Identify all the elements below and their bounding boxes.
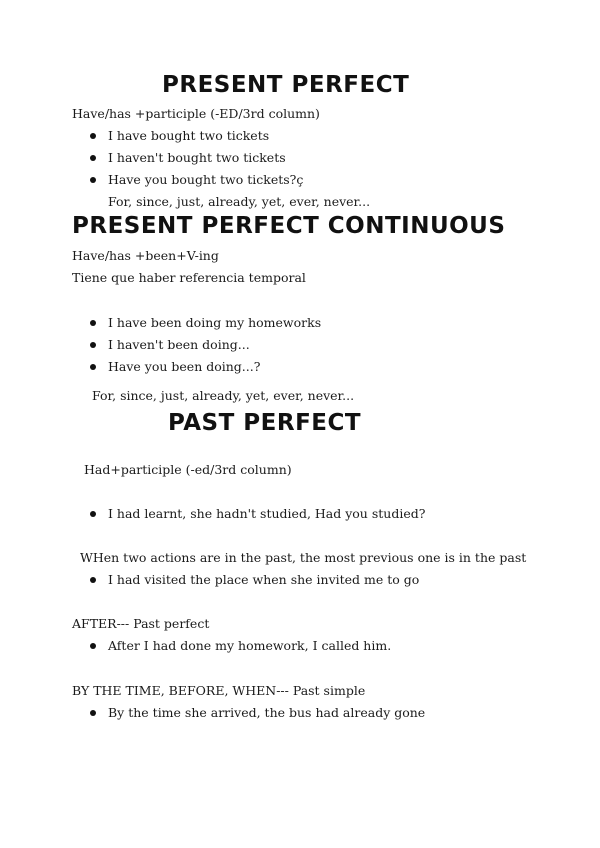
past-perfect-structure: Had+participle (-ed/3rd column) [84, 462, 292, 477]
bullet-icon [90, 133, 96, 139]
list-item-text: Have you bought two tickets?ç [108, 172, 304, 187]
bullet-icon [90, 643, 96, 649]
heading-present-perfect: PRESENT PERFECT [162, 72, 410, 98]
bullet-icon [90, 364, 96, 370]
list-item-text: I haven't bought two tickets [108, 150, 286, 165]
list-item-text: I had visited the place when she invited me to go [108, 572, 420, 587]
ppc-adverbs: For, since, just, already, yet, ever, never... [92, 388, 355, 403]
bullet-icon [90, 320, 96, 326]
ppc-structure: Have/has +been+V-ing [72, 248, 219, 263]
after-label: AFTER--- Past perfect [72, 616, 210, 631]
list-item-text: After I had done my homework, I called him. [108, 638, 392, 653]
list-item-text: I haven't been doing... [108, 337, 250, 352]
present-perfect-adverbs: For, since, just, already, yet, ever, never... [108, 194, 371, 209]
heading-present-perfect-continuous: PRESENT PERFECT CONTINUOUS [72, 213, 506, 239]
list-item-text: I had learnt, she hadn't studied, Had you studied? [108, 506, 426, 521]
by-the-time-label: BY THE TIME, BEFORE, WHEN--- Past simple [72, 683, 366, 698]
present-perfect-structure: Have/has +participle (-ED/3rd column) [72, 106, 320, 121]
bullet-icon [90, 577, 96, 583]
ppc-note: Tiene que haber referencia temporal [72, 270, 306, 285]
list-item-text: I have bought two tickets [108, 128, 270, 143]
bullet-icon [90, 342, 96, 348]
list-item-text: I have been doing my homeworks [108, 315, 322, 330]
past-perfect-rule: WHen two actions are in the past, the most previous one is in the past [80, 550, 527, 565]
heading-past-perfect: PAST PERFECT [168, 410, 362, 436]
list-item-text: By the time she arrived, the bus had already gone [108, 705, 426, 720]
list-item-text: Have you been doing...? [108, 359, 261, 374]
bullet-icon [90, 155, 96, 161]
bullet-icon [90, 511, 96, 517]
bullet-icon [90, 710, 96, 716]
bullet-icon [90, 177, 96, 183]
